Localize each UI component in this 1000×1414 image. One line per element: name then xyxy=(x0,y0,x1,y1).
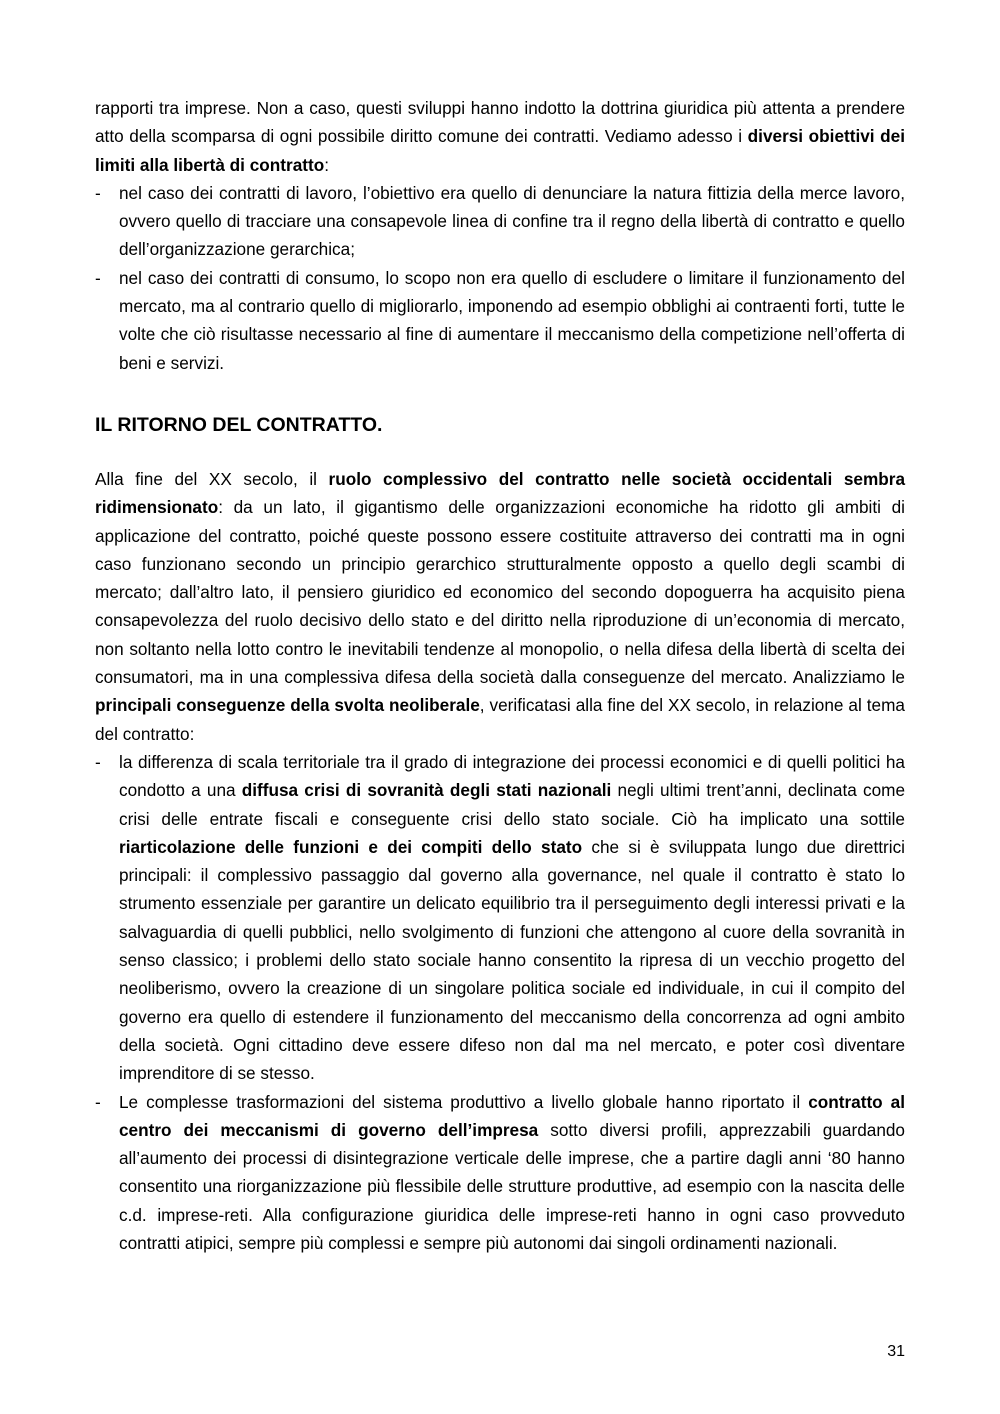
text: Alla fine del XX secolo, il xyxy=(95,468,329,489)
text: negli ultimi trent’anni, declinata come crisi delle entrate fiscali e conseguente crisi dello stato sociale. Ciò ha implicato una sottile xyxy=(119,780,906,829)
intro-paragraph xyxy=(95,94,905,179)
bold-text: diffusa crisi di sovranità degli stati nazionali xyxy=(241,780,612,801)
body-paragraph xyxy=(95,465,905,748)
text: la differenza di scala territoriale tra il grado di integrazione dei processi economici e di quelli politici ha condotto a una xyxy=(119,751,905,801)
list-item xyxy=(95,1088,905,1258)
text: , verificatasi alla fine del XX secolo, in relazione al tema del contratto: xyxy=(95,695,905,744)
section-heading: IL RITORNO DEL CONTRATTO. xyxy=(95,413,383,436)
text: che si è sviluppata lungo due direttrici principali: il complessivo passaggio dal governo alla governance, nel quale il contratto è stato lo strumento essenziale per garantire un delicato equilibrio tra il perseguimento degli interessi privati e la salvaguardia di quelli pubblici, nello svolgimento di funzioni che attengono al cuore della sovranità in senso classico; i problemi dello stato sociale hanno consentito la ripresa di un vecchio progetto del neoliberismo, ovvero la creazione di un singolare politica sociale ed individuale, in cui il compito del governo era quello di estendere il funzionamento del meccanismo della concorrenza ad ogni ambito della società. Ogni cittadino deve essere difeso non dal ma nel mercato, e poter così diventare imprenditore di se stesso. xyxy=(119,836,905,1084)
bold-text: principali conseguenze della svolta neoliberale xyxy=(95,695,480,716)
list-item xyxy=(95,748,905,1088)
bold-text: ruolo complessivo del contratto nelle società occidentali sembra ridimensionato xyxy=(95,468,906,518)
text: Le complesse trasformazioni del sistema produttivo a livello globale hanno riportato il xyxy=(119,1091,809,1112)
bold-text: contratto al centro dei meccanismi di governo dell’impresa xyxy=(119,1091,905,1140)
text: : da un lato, il gigantismo delle organizzazioni economiche ha ridotto gli ambiti di applicazione del contratto, poiché queste possono essere costituite attraverso dei contratti ma in ogni caso funzionano secondo un principio gerarchico strutturalmente opposto a quello degli scambi di mercato; dall’altro lato, il pensiero giuridico ed economico del secondo dopoguerra ha acquisito piena consapevolezza del ruolo decisivo dello stato e del diritto nella riproduzione di un’economia di mercato, non soltanto nella lotto contro le inevitabili tendenze al monopolio, o nella difesa della libertà di scelta dei consumatori, ma in una complessiva difesa della società dalla conseguenze del mercato. Analizziamo le xyxy=(95,497,905,688)
intro-bold: diversi obiettivi dei limiti alla libertà di contratto xyxy=(95,126,905,175)
intro-colon: : xyxy=(324,154,329,175)
page-number: 31 xyxy=(887,1343,905,1360)
text: sotto diversi profili, apprezzabili guardando all’aumento dei processi di disintegrazione verticale delle imprese, che a partire dagli anni ‘80 hanno consentito una riorganizzazione più flessibile delle strutture produttive, ad esempio con la nascita delle c.d. imprese-reti. Alla configurazione giuridica delle imprese-reti hanno in ogni caso provveduto contratti atipici, sempre più complessi e sempre più autonomi dai singoli ordinamenti nazionali. xyxy=(119,1119,905,1253)
consequences-list xyxy=(95,748,905,1257)
intro-text: rapporti tra imprese. Non a caso, questi sviluppi hanno indotto la dottrina giuridica più attenta a prendere atto della scomparsa di ogni possibile diritto comune dei contratti. Vediamo adesso i xyxy=(95,98,905,147)
limits-list xyxy=(95,179,905,377)
page-body xyxy=(95,94,905,1257)
bold-text: riarticolazione delle funzioni e dei compiti dello stato xyxy=(119,836,583,857)
list-item: - nel caso dei contratti di lavoro, l’obiettivo era quello di denunciare la natura fittizia della merce lavoro, ovvero quello di tracciare una consapevole linea di confine tra il regno della libertà di contratto e quello dell’organizzazione gerarchica; xyxy=(95,179,905,264)
list-item: - nel caso dei contratti di consumo, lo scopo non era quello di escludere o limitare il funzionamento del mercato, ma al contrario quello di migliorarlo, imponendo ad esempio obblighi ai contraenti forti, tutte le volte che ciò risultasse necessario al fine di aumentare il meccanismo della competizione nell’offerta di beni e servizi. xyxy=(95,264,905,377)
